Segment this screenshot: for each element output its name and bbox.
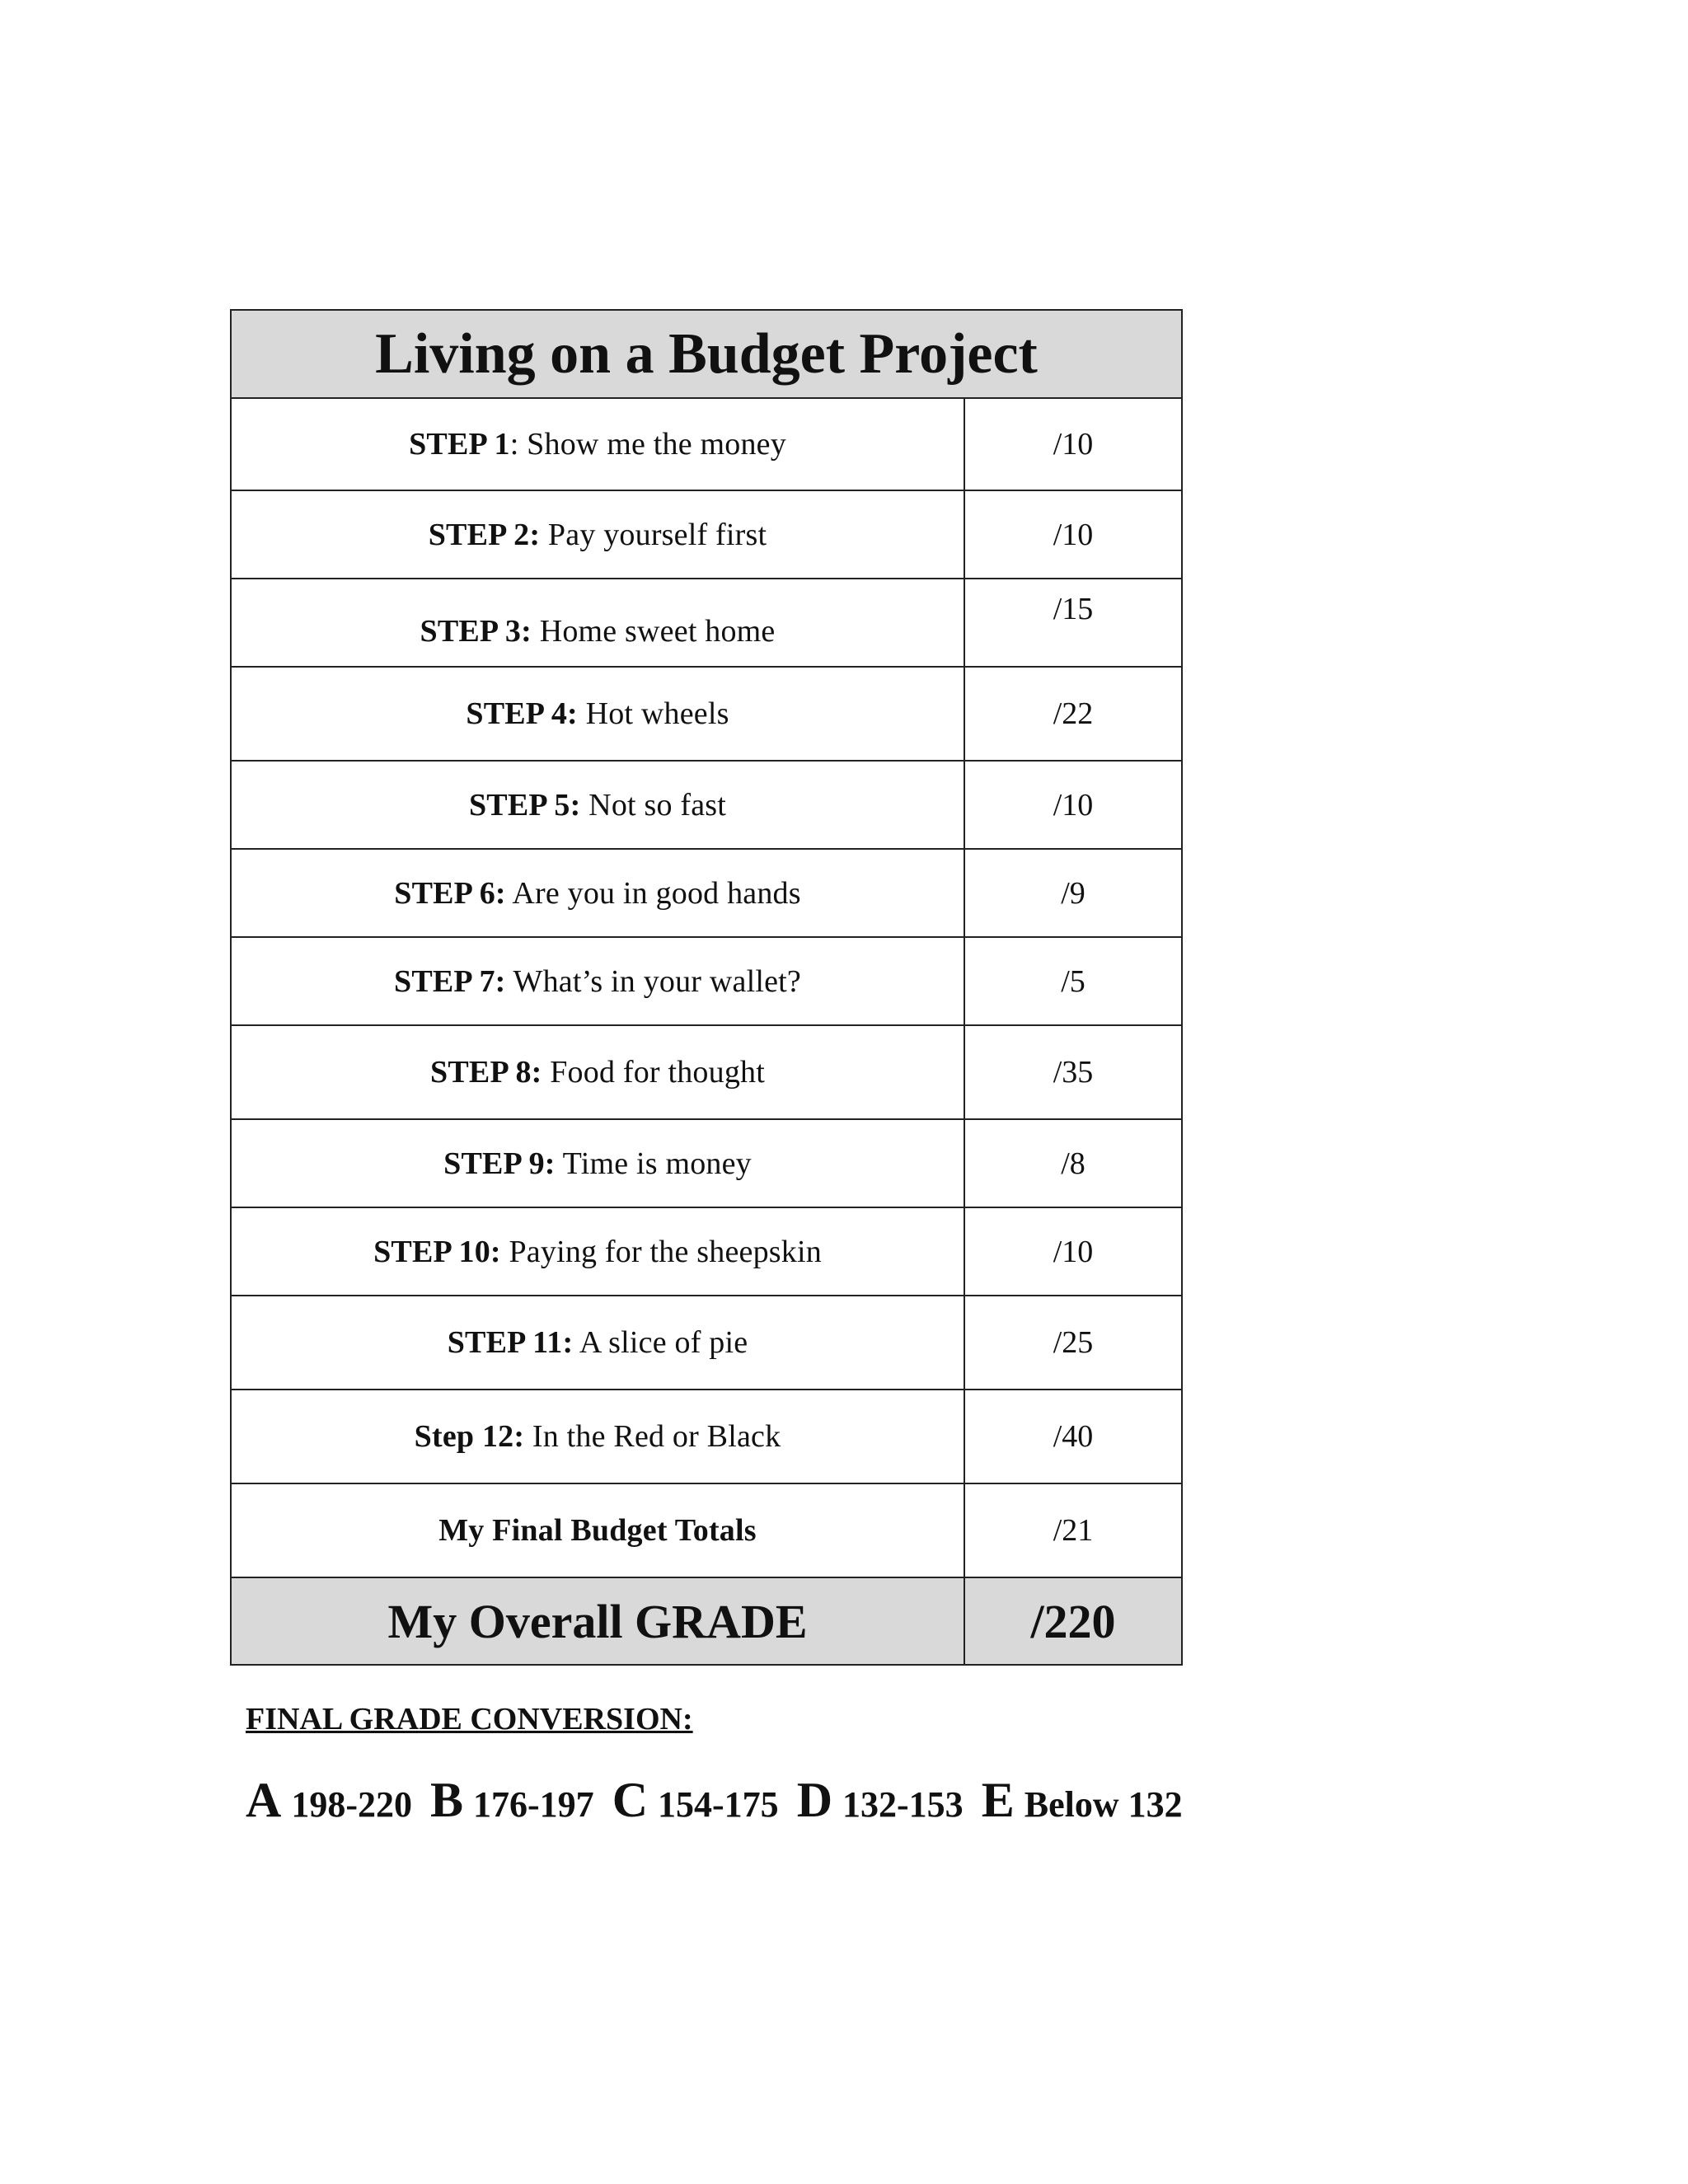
step-score: /8 xyxy=(964,1119,1182,1207)
table-row xyxy=(231,579,1182,667)
step-number: STEP 11: xyxy=(447,1325,574,1360)
step-score: /10 xyxy=(964,398,1182,490)
overall-grade-score: /220 xyxy=(964,1577,1182,1665)
step-description: Not so fast xyxy=(588,787,727,823)
grade-range: 176-197 xyxy=(473,1784,594,1825)
step-separator xyxy=(578,696,586,731)
step-label-cell xyxy=(231,1119,964,1207)
step-score: /9 xyxy=(964,849,1182,937)
step-separator xyxy=(506,964,513,999)
step-description: Pay yourself first xyxy=(547,517,767,552)
table-row xyxy=(231,1207,1182,1296)
step-separator xyxy=(580,788,588,823)
grade-range: 132-153 xyxy=(842,1784,964,1825)
table-row xyxy=(231,398,1182,490)
final-totals-row xyxy=(231,1483,1182,1577)
final-totals-label-cell xyxy=(231,1483,964,1577)
step-label-cell xyxy=(231,1390,964,1483)
step-separator xyxy=(573,1325,579,1360)
step-score: /35 xyxy=(964,1025,1182,1119)
step-description: Are you in good hands xyxy=(512,875,801,911)
step-separator xyxy=(501,1235,509,1269)
step-description: What’s in your wallet? xyxy=(513,963,801,999)
step-number: STEP 10: xyxy=(373,1234,501,1269)
grade-letter: A xyxy=(246,1773,282,1827)
step-number: STEP 9: xyxy=(443,1146,556,1181)
table-row xyxy=(231,849,1182,937)
step-description: A slice of pie xyxy=(579,1325,748,1360)
grade-conversion-heading: FINAL GRADE CONVERSION: xyxy=(246,1702,693,1736)
step-number: STEP 2: xyxy=(428,517,541,552)
overall-grade-row xyxy=(231,1577,1182,1665)
step-score: /15 xyxy=(964,579,1182,667)
step-separator xyxy=(524,1419,532,1454)
table-row xyxy=(231,1296,1182,1390)
step-score: /10 xyxy=(964,761,1182,849)
step-label-cell xyxy=(231,937,964,1025)
step-label-cell xyxy=(231,761,964,849)
step-score: /10 xyxy=(964,490,1182,579)
step-label-cell xyxy=(231,490,964,579)
table-row xyxy=(231,490,1182,579)
step-score: /5 xyxy=(964,937,1182,1025)
grade-letter: E xyxy=(981,1773,1015,1827)
table-row xyxy=(231,937,1182,1025)
grading-rubric-table xyxy=(230,309,1183,1666)
step-label-cell xyxy=(231,1296,964,1390)
table-row xyxy=(231,1025,1182,1119)
grade-conversion-scale xyxy=(246,1772,1201,1829)
grade-range: 198-220 xyxy=(291,1784,412,1825)
step-label-cell xyxy=(231,849,964,937)
rubric-title: Living on a Budget Project xyxy=(231,310,1182,398)
step-number: STEP 4: xyxy=(466,696,578,731)
step-label-cell xyxy=(231,667,964,761)
step-separator: : xyxy=(509,427,528,462)
step-label-cell xyxy=(231,398,964,490)
step-number: STEP 5: xyxy=(468,787,581,823)
overall-grade-label: My Overall GRADE xyxy=(231,1577,964,1665)
step-number: STEP 1 xyxy=(409,427,510,462)
step-number: STEP 7: xyxy=(394,963,506,999)
final-totals-score: /21 xyxy=(964,1483,1182,1577)
step-description: In the Red or Black xyxy=(532,1419,781,1454)
grade-letter: B xyxy=(430,1773,464,1827)
step-description: Paying for the sheepskin xyxy=(509,1234,822,1269)
step-number: Step 12: xyxy=(414,1419,525,1454)
step-description: Time is money xyxy=(562,1146,752,1181)
step-number: STEP 8: xyxy=(430,1055,542,1090)
step-label-cell xyxy=(231,579,964,667)
step-description: Hot wheels xyxy=(585,696,729,731)
step-score: /22 xyxy=(964,667,1182,761)
step-number: STEP 3: xyxy=(420,613,532,649)
step-number: STEP 6: xyxy=(394,875,506,911)
step-description: Home sweet home xyxy=(539,613,776,649)
step-score: /25 xyxy=(964,1296,1182,1390)
grade-letter: C xyxy=(612,1773,649,1827)
table-row xyxy=(231,1390,1182,1483)
step-separator xyxy=(532,614,540,649)
grade-range: 154-175 xyxy=(658,1784,779,1825)
step-score: /10 xyxy=(964,1207,1182,1296)
grade-letter: D xyxy=(796,1773,833,1827)
table-row xyxy=(231,1119,1182,1207)
table-row xyxy=(231,667,1182,761)
step-description: Food for thought xyxy=(550,1055,765,1090)
table-row xyxy=(231,761,1182,849)
step-label-cell xyxy=(231,1207,964,1296)
grade-range: Below 132 xyxy=(1024,1784,1183,1825)
step-separator xyxy=(542,1055,551,1090)
final-totals-label: My Final Budget Totals xyxy=(438,1513,757,1548)
step-separator xyxy=(540,518,548,552)
step-separator xyxy=(556,1146,563,1181)
step-label-cell xyxy=(231,1025,964,1119)
step-score: /40 xyxy=(964,1390,1182,1483)
step-description: Show me the money xyxy=(527,427,786,462)
